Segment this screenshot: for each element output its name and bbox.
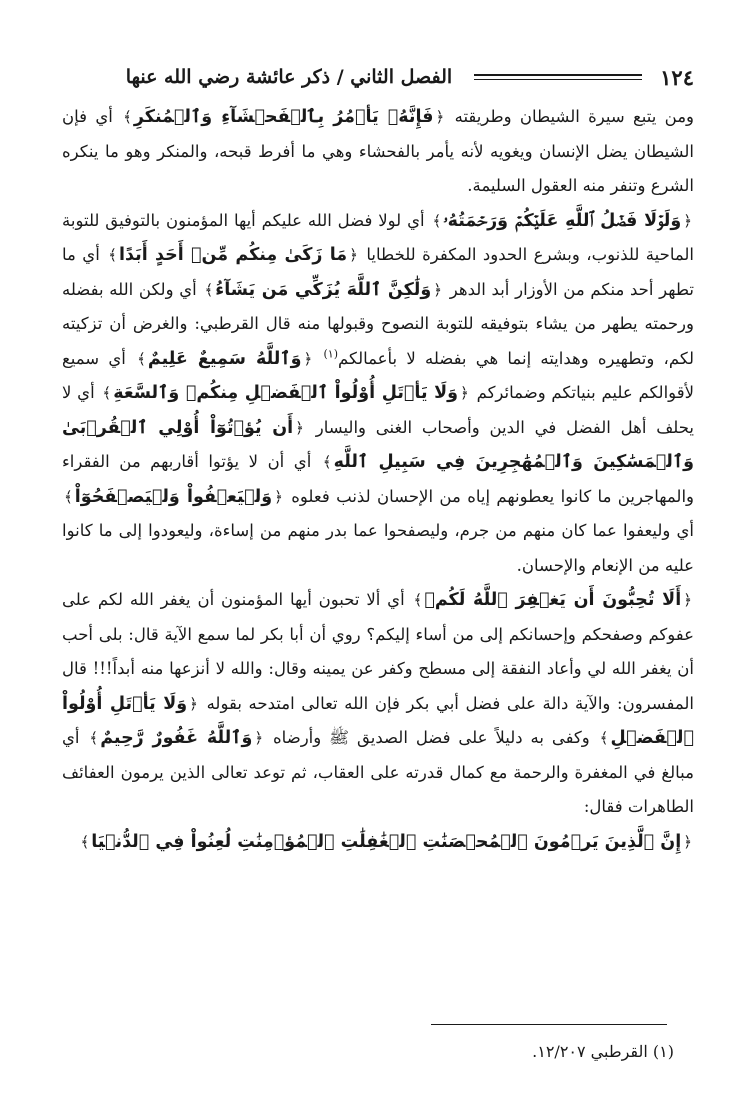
paragraph-text: أي وليعفوا عما كان منهم من جرم، وليصفحوا عما بدر منهم من إساءة، وليعودوا إلى ما كانوا عليه من الإنعام والإحسان.	[62, 521, 694, 575]
close-ornate-bracket: ﴾	[599, 729, 609, 747]
close-ornate-bracket: ﴾	[322, 453, 332, 471]
paragraph-text: أي ما تطهر أحد منكم من الأوزار أبد الدهر	[62, 245, 694, 299]
verse-text: وَلَوۡلَا فَضۡلُ ٱللَّهِ عَلَيۡكُمۡ وَرَحۡمَتُهُۥ	[443, 210, 682, 231]
verse-text: وَلۡيَعۡفُواْ وَلۡيَصۡفَحُوٓاْ	[74, 486, 273, 507]
open-ornate-bracket: ﴿	[683, 832, 692, 851]
paragraph-text: أي أن لا يؤتوا أقاربهم من الفقراء والمهاجرين ما كانوا يعطونهم إياه من الإحسان لذنب فعلوه	[62, 452, 695, 506]
header-rule	[474, 74, 642, 80]
close-ornate-bracket: ﴾	[137, 349, 146, 368]
open-ornate-bracket: ﴿	[254, 729, 264, 747]
open-ornate-bracket: ﴿	[683, 211, 692, 230]
paragraph-text: أي لولا فضل الله عليكم أيها المؤمنون بالتوفيق للتوبة الماحية للذنوب، وبشرع الحدود المكفرة للخطايا	[62, 210, 695, 264]
close-ornate-bracket: ﴾	[413, 591, 423, 609]
paragraph	[62, 583, 694, 825]
open-ornate-bracket: ﴿	[303, 349, 313, 368]
close-ornate-bracket: ﴾	[102, 384, 112, 402]
open-ornate-bracket: ﴿	[349, 246, 358, 264]
quran-verse	[135, 349, 314, 368]
quran-verse	[202, 280, 444, 299]
verse-text: وَلَا يَأۡتَلِ أُوْلُواْ ٱلۡفَضۡلِ	[62, 693, 694, 748]
open-ornate-bracket: ﴿	[460, 384, 469, 402]
open-ornate-bracket: ﴿	[295, 418, 304, 437]
quran-verse	[100, 383, 470, 402]
footnote: (١) القرطبي ١٢/٢٠٧.	[532, 1042, 674, 1061]
paragraph-text: أي سميع لأقوالكم عليم بنياتكم وضمائركم	[62, 348, 694, 402]
paragraph-text: أي مبالغ في المغفرة والرحمة مع كمال قدرته على العقاب، ثم توعد تعالى الذين يرمون العفائف الطاهرات فقال:	[62, 728, 694, 816]
close-ornate-bracket: ﴾	[80, 832, 90, 851]
chapter-title: الفصل الثاني / ذكر عائشة رضي الله عنها	[125, 66, 453, 88]
verse-text: أَن يُؤۡتُوٓاْ أُوْلِي ٱلۡقُرۡبَىٰ وَٱلۡمَسَٰكِينَ وَٱلۡمُهَٰجِرِينَ فِي سَبِيلِ ٱللَّهِ	[62, 417, 695, 472]
open-ornate-bracket: ﴿	[274, 487, 283, 506]
open-ornate-bracket: ﴿	[433, 280, 443, 299]
footnote-divider	[431, 1024, 667, 1025]
body-text	[62, 100, 694, 859]
paragraph-text: أي لا يحلف أهل الفضل في الدين وأصحاب الغنى واليسار	[62, 383, 694, 437]
page-number: ١٢٤	[660, 64, 694, 90]
paragraph-text: أي ألا تحبون أيها المؤمنون أن يغفر الله لكم على عفوكم وصفحكم وإحسانكم إلى من أساء إليكم؟ روي أن أبا بكر لما سمع الآية قال: بلى أحب أن يغفر الله لي وأعاد النفقة إلى مسطح وكفر عن يمينه وقال: والله لا أنزعها منه أبداً!!! قال المفسرون: والآية دالة على فضل أبي بكر فإن الله تعالى امتدحه بقوله	[62, 590, 694, 713]
close-ornate-bracket: ﴾	[108, 246, 118, 264]
paragraph-text: وكفى به دليلاً على فضل الصديق ﷺ وأرضاه	[265, 728, 598, 747]
close-ornate-bracket: ﴾	[89, 729, 99, 747]
quran-verse	[412, 590, 694, 609]
verse-text: وَلَا يَأۡتَلِ أُوْلُواْ ٱلۡفَضۡلِ مِنكُمۡ وَٱلسَّعَةِ	[113, 383, 459, 403]
paragraph-text: أي فإن الشيطان يضل الإنسان ويغويه لأنه يأمر بالفحشاء وهي ما أفرط قبحه، والمنكر وهو ما ينكره الشرع وتنفر منه العقول السليمة.	[62, 107, 694, 195]
quran-verse	[78, 832, 694, 851]
verse-text: إِنَّ ٱلَّذِينَ يَرۡمُونَ ٱلۡمُحۡصَنَٰتِ ٱلۡغَٰفِلَٰتِ ٱلۡمُؤۡمِنَٰتِ لُعِنُواْ فِي ٱلدُّنۡيَا	[91, 831, 682, 852]
close-ornate-bracket: ﴾	[432, 211, 442, 230]
close-ornate-bracket: ﴾	[204, 280, 214, 299]
paragraph	[62, 825, 694, 860]
quran-verse	[62, 487, 285, 506]
verse-text: وَٱللَّهُ غَفُورٌ رَّحِيمٌ	[100, 728, 253, 748]
quran-verse	[87, 728, 265, 747]
open-ornate-bracket: ﴿	[435, 108, 445, 126]
verse-text: فَإِنَّهُۥ يَأۡمُرُ بِٱلۡفَحۡشَآءِ وَٱلۡمُنكَرِ	[133, 107, 434, 127]
quran-verse	[121, 107, 446, 126]
close-ornate-bracket: ﴾	[64, 487, 73, 506]
paragraph	[62, 100, 694, 204]
open-ornate-bracket: ﴿	[189, 694, 198, 713]
paragraph-text: أي ولكن الله بفضله ورحمته يطهر من يشاء بتوفيقه للتوبة النصوح وقبولها منه قال القرطبي: والغرض أن تزكيته لكم، وتطهيره وهدايته إنما هي بفضله لا بأعمالكم	[62, 279, 694, 368]
paragraph-text: ومن يتبع سيرة الشيطان وطريقته	[446, 107, 694, 126]
page-header	[58, 62, 694, 92]
quran-verse	[106, 245, 360, 264]
verse-text: مَا زَكَىٰ مِنكُم مِّنۡ أَحَدٍ أَبَدًا	[119, 245, 348, 265]
paragraph	[62, 204, 694, 584]
close-ornate-bracket: ﴾	[123, 108, 132, 126]
verse-text: وَلَٰكِنَّ ٱللَّهَ يُزَكِّي مَن يَشَآءُ	[215, 279, 432, 300]
verse-text: أَلَا تُحِبُّونَ أَن يَغۡفِرَ ٱللَّهُ لَكُمۡ	[424, 590, 682, 610]
footnote-reference[interactable]: (١)	[323, 347, 338, 360]
open-ornate-bracket: ﴿	[683, 591, 692, 609]
verse-text: وَٱللَّهُ سَمِيعٌ عَلِيمٌ	[147, 348, 302, 369]
quran-verse	[430, 211, 694, 230]
